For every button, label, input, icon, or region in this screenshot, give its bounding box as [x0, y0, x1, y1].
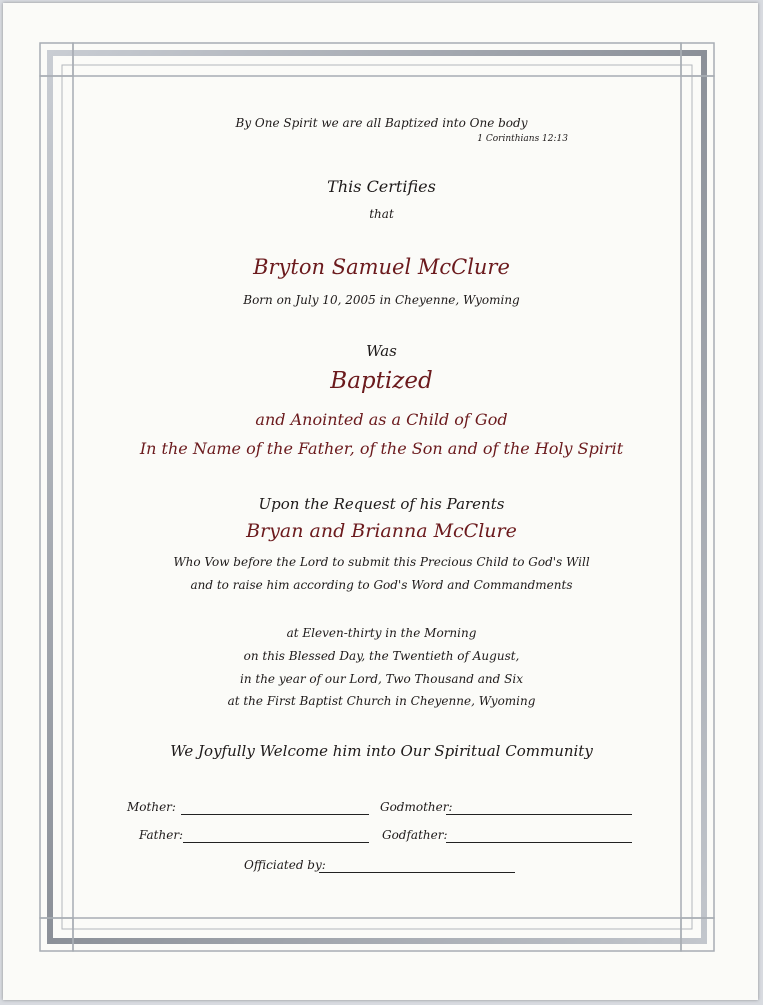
year-line: in the year of our Lord, Two Thousand and Six: [240, 672, 523, 686]
welcome-line: We Joyfully Welcome him into Our Spiritual Community: [170, 742, 593, 760]
vow-line-1: Who Vow before the Lord to submit this Precious Child to God's Will: [173, 555, 590, 569]
trinity-line: In the Name of the Father, of the Son and of the Holy Spirit: [139, 439, 624, 458]
parents-names: Bryan and Brianna McClure: [246, 520, 517, 542]
word-that: that: [369, 207, 394, 221]
word-baptized: Baptized: [330, 368, 433, 394]
officiant-signature-line[interactable]: [319, 872, 515, 873]
scripture-verse: By One Spirit we are all Baptized into One body: [235, 116, 528, 130]
request-line: Upon the Request of his Parents: [258, 495, 505, 513]
day-line: on this Blessed Day, the Twentieth of August,: [243, 649, 520, 663]
time-line: at Eleven-thirty in the Morning: [286, 626, 477, 640]
place-line: at the First Baptist Church in Cheyenne, Wyoming: [227, 694, 536, 708]
vow-line-2: and to raise him according to God's Word and Commandments: [190, 578, 573, 592]
mother-label: Mother:: [127, 800, 176, 814]
child-name: Bryton Samuel McClure: [253, 255, 510, 279]
officiant-label: Officiated by:: [244, 858, 326, 872]
godfather-label: Godfather:: [382, 828, 448, 842]
heading-this-certifies: This Certifies: [327, 177, 436, 196]
mother-signature-line[interactable]: [181, 814, 369, 815]
scripture-reference: 1 Corinthians 12:13: [477, 134, 568, 144]
word-was: Was: [366, 342, 397, 360]
anointed-line: and Anointed as a Child of God: [255, 410, 508, 429]
godmother-label: Godmother:: [380, 800, 453, 814]
birth-line: Born on July 10, 2005 in Cheyenne, Wyoming: [243, 293, 520, 307]
godmother-signature-line[interactable]: [446, 814, 632, 815]
godfather-signature-line[interactable]: [446, 842, 632, 843]
father-label: Father:: [139, 828, 184, 842]
father-signature-line[interactable]: [183, 842, 369, 843]
